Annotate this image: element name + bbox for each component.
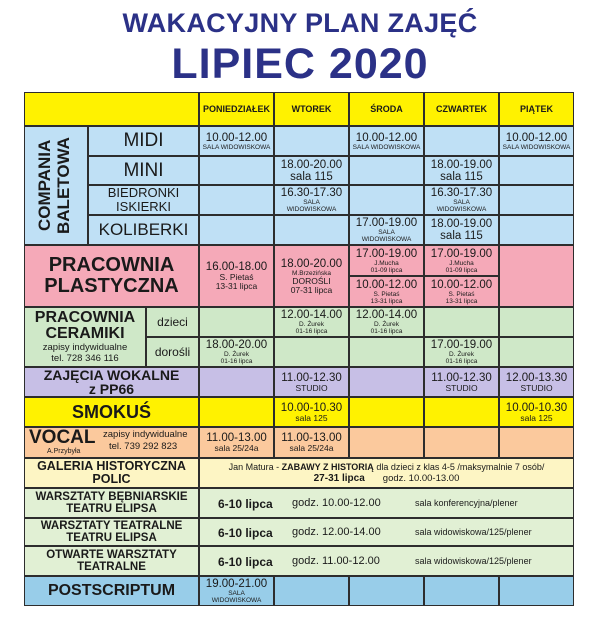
- biedronki-tuesday: 16.30-17.30 SALA WIDOWISKOWA: [274, 185, 349, 215]
- header-monday: PONIEDZIAŁEK: [199, 92, 274, 126]
- row-label-koliberki: KOLIBERKI: [88, 215, 199, 245]
- biedronki-monday: [199, 185, 274, 215]
- plastyczna-thursday-1: 17.00-19.00 J.Mucha 01-09 lipca: [424, 245, 499, 276]
- postscriptum-friday: [499, 576, 574, 606]
- ceramika-dorosli-tuesday: [274, 337, 349, 367]
- midi-tuesday: [274, 126, 349, 156]
- compania-label-text: COMPANIA BALETOWA: [35, 137, 73, 234]
- mini-monday: [199, 156, 274, 185]
- ceramika-dzieci-monday: [199, 307, 274, 337]
- postscriptum-thursday: [424, 576, 499, 606]
- ceramika-dzieci-thursday: [424, 307, 499, 337]
- vocal-wednesday: [349, 427, 424, 458]
- midi-monday: 10.00-12.00 SALA WIDOWISKOWA: [199, 126, 274, 156]
- row-label-otwarte: OTWARTE WARSZTATY TEATRALNE: [24, 546, 199, 576]
- row-label-mini: MINI: [88, 156, 199, 185]
- midi-thursday: [424, 126, 499, 156]
- vocal-tuesday: 11.00-13.00 sala 25/24a: [274, 427, 349, 458]
- koliberki-monday: [199, 215, 274, 245]
- wokalne-thursday: 11.00-12.30 STUDIO: [424, 367, 499, 397]
- row-label-ceramika: PRACOWNIA CERAMIKI zapisy indywidualne tel. 728 346 116: [24, 307, 146, 367]
- koliberki-wednesday: 17.00-19.00 SALA WIDOWISKOWA: [349, 215, 424, 245]
- postscriptum-wednesday: [349, 576, 424, 606]
- ceramika-dorosli-friday: [499, 337, 574, 367]
- plastyczna-thursday-2: 10.00-12.00 S. Pietaś 13-31 lipca: [424, 276, 499, 307]
- ceramika-dzieci-label: dzieci: [146, 307, 199, 337]
- koliberki-thursday: 18.00-19.00 sala 115: [424, 215, 499, 245]
- plastyczna-tuesday: 18.00-20.00 M.Brzezińska DOROŚLI 07-31 lipca: [274, 245, 349, 307]
- smokus-wednesday: [349, 397, 424, 427]
- midi-wednesday: 10.00-12.00 SALA WIDOWISKOWA: [349, 126, 424, 156]
- ceramika-dorosli-label: dorośli: [146, 337, 199, 367]
- row-label-galeria: GALERIA HISTORYCZNA POLIC: [24, 458, 199, 488]
- vocal-monday: 11.00-13.00 sala 25/24a: [199, 427, 274, 458]
- header-wednesday: ŚRODA: [349, 92, 424, 126]
- row-label-biedronki: BIEDRONKI ISKIERKI: [88, 185, 199, 215]
- smokus-tuesday: 10.00-10.30 sala 125: [274, 397, 349, 427]
- biedronki-wednesday: [349, 185, 424, 215]
- mini-friday: [499, 156, 574, 185]
- row-label-wokalne: ZAJĘCIA WOKALNE z PP66: [24, 367, 199, 397]
- postscriptum-tuesday: [274, 576, 349, 606]
- header-thursday: CZWARTEK: [424, 92, 499, 126]
- wokalne-wednesday: [349, 367, 424, 397]
- compania-label: [24, 126, 88, 245]
- smokus-thursday: [424, 397, 499, 427]
- header-tuesday: WTOREK: [274, 92, 349, 126]
- mini-wednesday: [349, 156, 424, 185]
- postscriptum-monday: 19.00-21.00 SALA WIDOWISKOWA: [199, 576, 274, 606]
- ceramika-dzieci-wednesday: 12.00-14.00 D. Żurek 01-16 lipca: [349, 307, 424, 337]
- ceramika-dzieci-friday: [499, 307, 574, 337]
- koliberki-tuesday: [274, 215, 349, 245]
- row-label-postscriptum: POSTSCRIPTUM: [24, 576, 199, 606]
- wokalne-friday: 12.00-13.30 STUDIO: [499, 367, 574, 397]
- smokus-monday: [199, 397, 274, 427]
- wokalne-monday: [199, 367, 274, 397]
- biedronki-friday: [499, 185, 574, 215]
- ceramika-dorosli-thursday: 17.00-19.00 D. Żurek 01-16 lipca: [424, 337, 499, 367]
- koliberki-friday: [499, 215, 574, 245]
- ceramika-dorosli-monday: 18.00-20.00 D. Żurek 01-16 lipca: [199, 337, 274, 367]
- smokus-friday: 10.00-10.30 sala 125: [499, 397, 574, 427]
- corner-cell: [24, 92, 199, 126]
- row-label-plastyczna: PRACOWNIA PLASTYCZNA: [24, 245, 199, 307]
- vocal-friday: [499, 427, 574, 458]
- biedronki-thursday: 16.30-17.30 SALA WIDOWISKOWA: [424, 185, 499, 215]
- plastyczna-friday: [499, 245, 574, 307]
- row-label-vocal: VOCAL zapisy indywidualne A.Przybyła tel. 739 292 823: [24, 427, 199, 458]
- wokalne-tuesday: 11.00-12.30 STUDIO: [274, 367, 349, 397]
- mini-tuesday: 18.00-20.00 sala 115: [274, 156, 349, 185]
- plastyczna-wednesday-1: 17.00-19.00 J.Mucha 01-09 lipca: [349, 245, 424, 276]
- plastyczna-monday: 16.00-18.00 S. Pietaś 13-31 lipca: [199, 245, 274, 307]
- page-subtitle: LIPIEC 2020: [171, 40, 429, 88]
- row-label-bebniarskie: WARSZTATY BĘBNIARSKIE TEATRU ELIPSA: [24, 488, 199, 518]
- mini-thursday: 18.00-19.00 sala 115: [424, 156, 499, 185]
- teatralne-details: 6-10 lipca godz. 12.00-14.00 sala widowiskowa/125/plener: [199, 518, 574, 546]
- bebniarskie-details: 6-10 lipca godz. 10.00-12.00 sala konferencyjna/plener: [199, 488, 574, 518]
- midi-friday: 10.00-12.00 SALA WIDOWISKOWA: [499, 126, 574, 156]
- plastyczna-wednesday-2: 10.00-12.00 S. Pietaś 13-31 lipca: [349, 276, 424, 307]
- galeria-details: Jan Matura - ZABAWY Z HISTORIĄ dla dzieci z klas 4-5 /maksymalnie 7 osób/ 27-31 lipca godz. 10.00-13.00: [199, 458, 574, 488]
- row-label-smokus: SMOKUŚ: [24, 397, 199, 427]
- row-label-teatralne: WARSZTATY TEATRALNE TEATRU ELIPSA: [24, 518, 199, 546]
- ceramika-dzieci-tuesday: 12.00-14.00 D. Żurek 01-16 lipca: [274, 307, 349, 337]
- row-label-midi: MIDI: [88, 126, 199, 156]
- header-friday: PIĄTEK: [499, 92, 574, 126]
- otwarte-details: 6-10 lipca godz. 11.00-12.00 sala widowiskowa/125/plener: [199, 546, 574, 576]
- page-title: WAKACYJNY PLAN ZAJĘĆ: [122, 8, 478, 38]
- ceramika-dorosli-wednesday: [349, 337, 424, 367]
- vocal-thursday: [424, 427, 499, 458]
